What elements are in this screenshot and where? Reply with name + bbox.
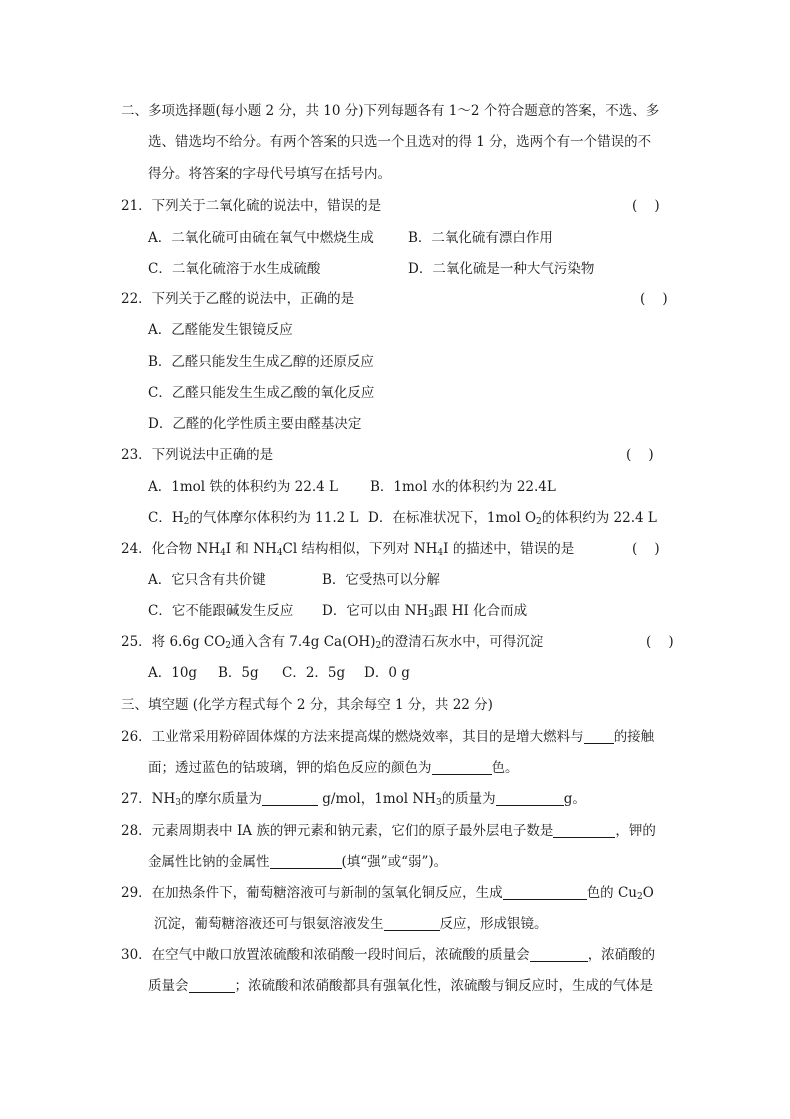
q30-line1 xyxy=(121,945,655,965)
q21-option-c[interactable]: C．二氧化硫溶于水生成硫酸 xyxy=(148,261,321,277)
q27-post: g。 xyxy=(563,791,586,807)
q21-answer-box[interactable]: ( ) xyxy=(632,198,660,214)
q29-line1-sub: 2 xyxy=(637,892,643,902)
q24-option-d[interactable] xyxy=(322,601,527,625)
q21-option-d[interactable]: D．二氧化硫是一种大气污染物 xyxy=(408,261,595,277)
q26-blank-2[interactable] xyxy=(432,760,492,775)
q21-stem: 21．下列关于二氧化硫的说法中，错误的是 xyxy=(121,198,382,214)
q26-line2-pre: 面；透过蓝色的钴玻璃，钾的焰色反应的颜色为 xyxy=(148,760,432,776)
q29-line1-pre: 29．在加热条件下，葡萄糖溶液可与新制的氢氧化铜反应，生成 xyxy=(121,885,503,901)
q29-blank-2[interactable] xyxy=(384,916,440,931)
q25-option-d[interactable]: D．0 g xyxy=(364,665,410,681)
q22-option-c[interactable]: C．乙醛只能发生生成乙酸的氧化反应 xyxy=(148,385,375,401)
q24-option-d-pre: D．它可以由 NH xyxy=(322,603,429,619)
q24-stem-sub2: 4 xyxy=(276,548,283,558)
q30-line2 xyxy=(148,976,653,996)
q26-line2 xyxy=(148,758,519,778)
section2-heading-line3: 得分。将答案的字母代号填写在括号内。 xyxy=(148,166,391,182)
q25-stem-sub2: 2 xyxy=(375,641,382,651)
q26-line1 xyxy=(121,727,654,747)
q29-line1-mid: 色的 Cu xyxy=(586,885,638,901)
q25-answer-box[interactable]: ( ) xyxy=(646,634,674,650)
q27-sub1: 3 xyxy=(175,798,181,808)
q28-blank-1[interactable] xyxy=(553,823,615,838)
q23-option-d[interactable] xyxy=(368,508,657,532)
section2-heading-line2: 选、错选均不给分。有两个答案的只选一个且选对的得 1 分，选两个有一个错误的不 xyxy=(148,134,652,150)
q22-option-b[interactable]: B．乙醛只能发生生成乙醇的还原反应 xyxy=(148,354,374,370)
q25-option-a[interactable]: A．10g xyxy=(148,665,198,681)
q27-mid2: g/mol，1mol NH xyxy=(318,791,436,807)
q27-mid3: 的质量为 xyxy=(441,791,496,807)
q27-blank-2[interactable] xyxy=(496,791,564,806)
q29-blank-1[interactable] xyxy=(503,885,587,900)
q27-line xyxy=(121,789,586,813)
q27-blank-1[interactable] xyxy=(262,791,318,806)
q22-option-a[interactable]: A．乙醛能发生银镜反应 xyxy=(148,322,293,338)
q23-answer-box[interactable]: ( ) xyxy=(626,447,654,463)
q24-option-b[interactable]: B．它受热可以分解 xyxy=(322,572,440,588)
q26-blank-1[interactable] xyxy=(584,729,614,744)
section3-heading: 三、填空题 (化学方程式每个 2 分，其余每空 1 分，共 22 分) xyxy=(121,697,493,713)
q23-option-c-pre: C．H xyxy=(148,510,184,526)
q29-line1-post: O xyxy=(642,885,654,901)
q24-stem-sub3: 4 xyxy=(437,548,444,558)
q30-line1-pre: 30．在空气中敞口放置浓硫酸和浓硝酸一段时间后，浓硫酸的质量会 xyxy=(121,947,530,963)
q25-option-b[interactable]: B．5g xyxy=(218,665,259,681)
q23-option-c[interactable] xyxy=(148,508,358,532)
q23-stem: 23．下列说法中正确的是 xyxy=(121,447,274,463)
q24-stem-sub1: 4 xyxy=(220,548,226,558)
q26-line1-pre: 26．工业常采用粉碎固体煤的方法来提高煤的燃烧效率，其目的是增大燃料与 xyxy=(121,729,584,745)
q28-line1-post: ，钾的 xyxy=(615,823,656,839)
q23-option-d-sub: 2 xyxy=(536,517,542,527)
q24-stem-post: I 的描述中，错误的是 xyxy=(443,541,575,557)
q29-line2-post: 反应，形成银镜。 xyxy=(439,916,548,932)
q25-stem-pre: 25．将 6.6g CO xyxy=(121,634,226,650)
q21-option-a[interactable]: A．二氧化硫可由硫在氧气中燃烧生成 xyxy=(148,230,374,246)
q24-option-d-sub: 3 xyxy=(428,610,434,620)
q25-stem xyxy=(121,632,543,656)
q21-option-b[interactable]: B．二氧化硫有漂白作用 xyxy=(408,230,553,246)
q23-option-a[interactable]: A．1mol 铁的体积约为 22.4 L xyxy=(148,479,338,495)
q28-line1 xyxy=(121,821,656,841)
q23-option-c-sub: 2 xyxy=(183,517,190,527)
q30-line2-pre: 质量会 xyxy=(148,978,189,994)
q25-stem-sub1: 2 xyxy=(225,641,232,651)
q22-stem: 22．下列关于乙醛的说法中，正确的是 xyxy=(121,291,355,307)
q29-line2 xyxy=(154,914,548,934)
q24-option-d-post: 跟 HI 化合而成 xyxy=(433,603,528,619)
q25-stem-mid: 通入含有 7.4g Ca(OH) xyxy=(231,634,376,650)
q24-option-c[interactable]: C．它不能跟碱发生反应 xyxy=(148,603,294,619)
q23-option-b[interactable]: B．1mol 水的体积约为 22.4L xyxy=(370,479,556,495)
q23-option-d-post: 的体积约为 22.4 L xyxy=(541,510,657,526)
q28-line2 xyxy=(148,852,447,872)
q26-line1-post: 的接触 xyxy=(613,729,655,745)
q27-mid: 的摩尔质量为 xyxy=(181,791,262,807)
q28-blank-2[interactable] xyxy=(270,854,342,869)
q29-line1 xyxy=(121,883,654,907)
q24-stem-mid: I 和 NH xyxy=(225,541,277,557)
q28-line2-pre: 金属性比钠的金属性 xyxy=(148,854,270,870)
q25-option-c[interactable]: C．2．5g xyxy=(282,665,346,681)
q24-stem xyxy=(121,539,574,563)
q22-option-d[interactable]: D．乙醛的化学性质主要由醛基决定 xyxy=(148,416,362,432)
q30-blank-2[interactable] xyxy=(189,978,235,993)
section2-heading-line1: 二、多项选择题(每小题 2 分，共 10 分)下列每题各有 1～2 个符合题意的答案，不选、多 xyxy=(121,103,660,119)
q25-stem-post: 的澄清石灰水中，可得沉淀 xyxy=(381,634,544,650)
q24-option-a[interactable]: A．它只含有共价键 xyxy=(148,572,266,588)
q24-answer-box[interactable]: ( ) xyxy=(632,541,660,557)
q24-stem-pre: 24．化合物 NH xyxy=(121,541,221,557)
q22-answer-box[interactable]: ( ) xyxy=(640,291,668,307)
q28-line1-pre: 28．元素周期表中 IA 族的钾元素和钠元素，它们的原子最外层电子数是 xyxy=(121,823,554,839)
q28-line2-post: (填“强”或“弱”)。 xyxy=(341,854,448,870)
q27-sub2: 3 xyxy=(435,798,442,808)
q30-line1-post: ，浓硝酸的 xyxy=(587,947,656,963)
q23-option-d-pre: D．在标准状况下，1mol O xyxy=(368,510,537,526)
q30-blank-1[interactable] xyxy=(530,947,588,962)
q27-pre: 27．NH xyxy=(121,791,176,807)
q29-line2-pre: 沉淀，葡萄糖溶液还可与银氨溶液发生 xyxy=(154,916,384,932)
q23-option-c-post: 的气体摩尔体积约为 11.2 L xyxy=(189,510,359,526)
q24-stem-mid2: Cl 结构相似，下列对 NH xyxy=(282,541,438,557)
q30-line2-post: ；浓硫酸和浓硝酸都具有强氧化性，浓硫酸与铜反应时，生成的气体是 xyxy=(234,978,653,994)
q26-line2-post: 色。 xyxy=(491,760,519,776)
